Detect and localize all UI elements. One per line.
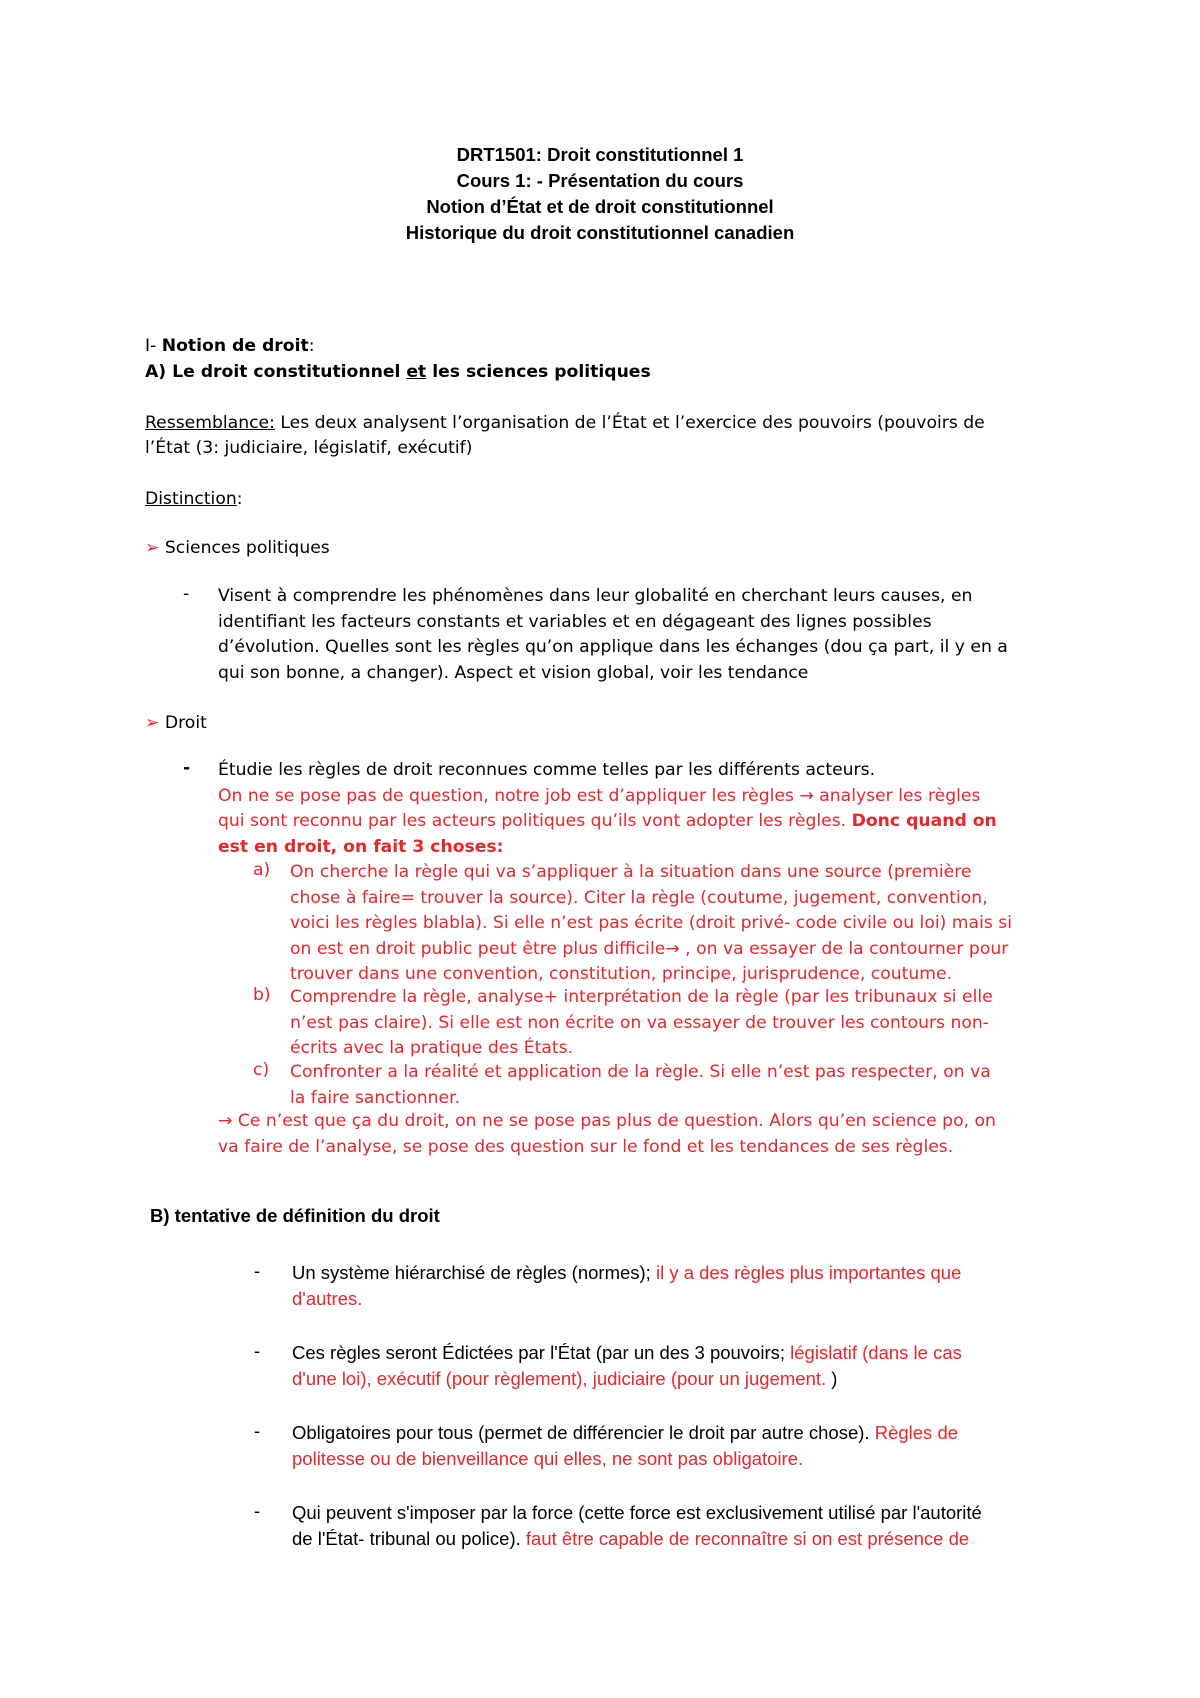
dash-marker: - xyxy=(254,1260,261,1281)
subsection-a-heading xyxy=(145,362,651,382)
annotation-text: Règles de xyxy=(874,1422,959,1443)
annotation-emphasis-line: est en droit, on fait 3 choses: xyxy=(218,836,504,857)
annotation-line: On ne se pose pas de question, notre job est d’appliquer les règles → analyser les règles xyxy=(218,785,981,806)
bullet-droit xyxy=(145,713,207,733)
subsection-a-et: et xyxy=(406,362,427,382)
text-line xyxy=(292,1420,958,1446)
text-line xyxy=(292,1340,962,1366)
section-heading xyxy=(145,336,315,356)
list-item-a xyxy=(290,860,1012,988)
annotation-text: d'une loi), exécutif (pour règlement), judiciaire (pour un jugement. xyxy=(292,1368,832,1389)
annotation-text: politesse ou de bienveillance qui elles, ne sont pas obligatoire. xyxy=(292,1448,804,1469)
section-title: Notion de droit xyxy=(161,336,309,356)
lecture-title: Cours 1: - Présentation du cours xyxy=(456,170,744,191)
subsection-a-text1: Le droit constitutionnel xyxy=(172,362,407,382)
conclusion-note xyxy=(218,1109,996,1160)
definition-item xyxy=(292,1260,961,1312)
text-line: n’est pas claire). Si elle est non écrite on va essayer de trouver les contours non- xyxy=(290,1012,989,1033)
text-line: chose à faire= trouver la source). Citer la règle (coutume, jugement, convention, xyxy=(290,887,988,908)
arrowhead-bullet-icon: ➢ xyxy=(145,538,160,558)
definition-text: Un système hiérarchisé de règles (normes); xyxy=(292,1262,656,1283)
course-title: DRT1501: Droit constitutionnel 1 xyxy=(456,144,744,165)
bullet-sciences-politiques xyxy=(145,538,330,558)
text-line: on est en droit public peut être plus difficile→ , on va essayer de la contourner pour xyxy=(290,938,1009,959)
list-item-c xyxy=(290,1060,991,1111)
text-line: va faire de l’analyse, se pose des question sur le fond et les tendances de ses règles. xyxy=(218,1136,954,1157)
subsection-a-marker: A) xyxy=(145,362,173,382)
list-marker-b: b) xyxy=(253,985,271,1005)
distinction-label: Distinction xyxy=(145,489,237,509)
definition-text: Obligatoires pour tous (permet de différencier le droit par autre chose). xyxy=(292,1422,875,1443)
annotation-text: d'autres. xyxy=(292,1288,363,1309)
dash-marker: - xyxy=(254,1340,261,1361)
definition-text: Qui peuvent s'imposer par la force (cette force est exclusivement utilisé par l'autorité xyxy=(292,1502,982,1523)
annotation-text: faut être capable de reconnaître si on est présence de xyxy=(525,1528,970,1549)
text-line xyxy=(292,1526,982,1552)
definition-text: ) xyxy=(831,1368,838,1389)
droit-description xyxy=(218,758,997,860)
list-item-b xyxy=(290,985,993,1062)
ressemblance-line2: l’État (3: judiciaire, législatif, exécutif) xyxy=(145,438,473,458)
arrowhead-bullet-icon: ➢ xyxy=(145,713,160,733)
dash-marker: - xyxy=(183,584,190,604)
list-marker-a: a) xyxy=(253,860,271,880)
text-line xyxy=(292,1286,961,1312)
annotation-text: qui sont reconnu par les acteurs politiques qu’ils vont adopter les règles. xyxy=(218,811,852,831)
bullet-label: Sciences politiques xyxy=(164,538,330,558)
definition-text: Ces règles seront Édictées par l'État (par un des 3 pouvoirs; xyxy=(292,1342,791,1363)
subsection-a-text2: les sciences politiques xyxy=(426,362,651,382)
subsection-b-heading: B) tentative de définition du droit xyxy=(150,1205,440,1226)
text-line: écrits avec la pratique des États. xyxy=(290,1038,574,1058)
text-line: Visent à comprendre les phénomènes dans leur globalité en cherchant leurs causes, en xyxy=(218,586,973,606)
text-line xyxy=(292,1260,961,1286)
annotation-line xyxy=(218,809,997,835)
text-line: voici les règles blabla). Si elle n’est pas écrite (droit privé- code civile ou loi) mais si xyxy=(290,913,1012,933)
definition-item xyxy=(292,1420,958,1472)
document-title-block xyxy=(0,142,1200,246)
topic-subtitle: Historique du droit constitutionnel canadien xyxy=(405,222,795,243)
text-line: On cherche la règle qui va s’appliquer à la situation dans une source (première xyxy=(290,862,972,882)
text-line xyxy=(292,1500,982,1526)
dash-marker: - xyxy=(254,1420,261,1441)
text-line: trouver dans une convention, constitution, principe, jurisprudence, coutume. xyxy=(290,964,953,984)
text-line: → Ce n’est que ça du droit, on ne se pose pas plus de question. Alors qu’en science po, on xyxy=(218,1111,996,1131)
annotation-text: législatif (dans le cas xyxy=(790,1342,962,1363)
definition-text: de l'État- tribunal ou police). xyxy=(292,1528,526,1549)
list-marker-c: c) xyxy=(253,1060,270,1080)
text-line xyxy=(292,1446,958,1472)
text-line: qui son bonne, a changer). Aspect et vision global, voir les tendance xyxy=(218,662,809,683)
definition-item xyxy=(292,1500,982,1552)
topic-title: Notion d’État et de droit constitutionnel xyxy=(426,196,774,217)
distinction-colon: : xyxy=(236,489,243,509)
annotation-emphasis: Donc quand on xyxy=(851,811,997,831)
text-line: Étudie les règles de droit reconnues comme telles par les différents acteurs. xyxy=(218,760,876,780)
sciences-description xyxy=(218,584,1008,686)
section-number: I- xyxy=(145,336,162,356)
text-line: d’évolution. Quelles sont les règles qu’on applique dans les échanges (dou ça part, il y en a xyxy=(218,637,1008,657)
bullet-label: Droit xyxy=(164,713,207,733)
ressemblance-text: Les deux analysent l’organisation de l’État et l’exercice des pouvoirs (pouvoirs de xyxy=(274,413,985,433)
text-line: la faire sanctionner. xyxy=(290,1087,461,1108)
text-line xyxy=(292,1366,962,1392)
definition-item xyxy=(292,1340,962,1392)
section-colon: : xyxy=(308,336,315,356)
text-line: Confronter a la réalité et application de la règle. Si elle n’est pas respecter, on va xyxy=(290,1062,991,1082)
annotation-text: il y a des règles plus importantes que xyxy=(655,1262,962,1283)
text-line: identifiant les facteurs constants et variables et en dégageant des lignes possibles xyxy=(218,611,932,632)
text-line: Comprendre la règle, analyse+ interprétation de la règle (par les tribunaux si elle xyxy=(290,987,993,1007)
distinction-line xyxy=(145,489,243,509)
dash-marker: - xyxy=(254,1500,261,1521)
ressemblance-label: Ressemblance: xyxy=(145,413,275,433)
ressemblance-line1 xyxy=(145,413,985,433)
dash-marker: - xyxy=(183,758,191,778)
